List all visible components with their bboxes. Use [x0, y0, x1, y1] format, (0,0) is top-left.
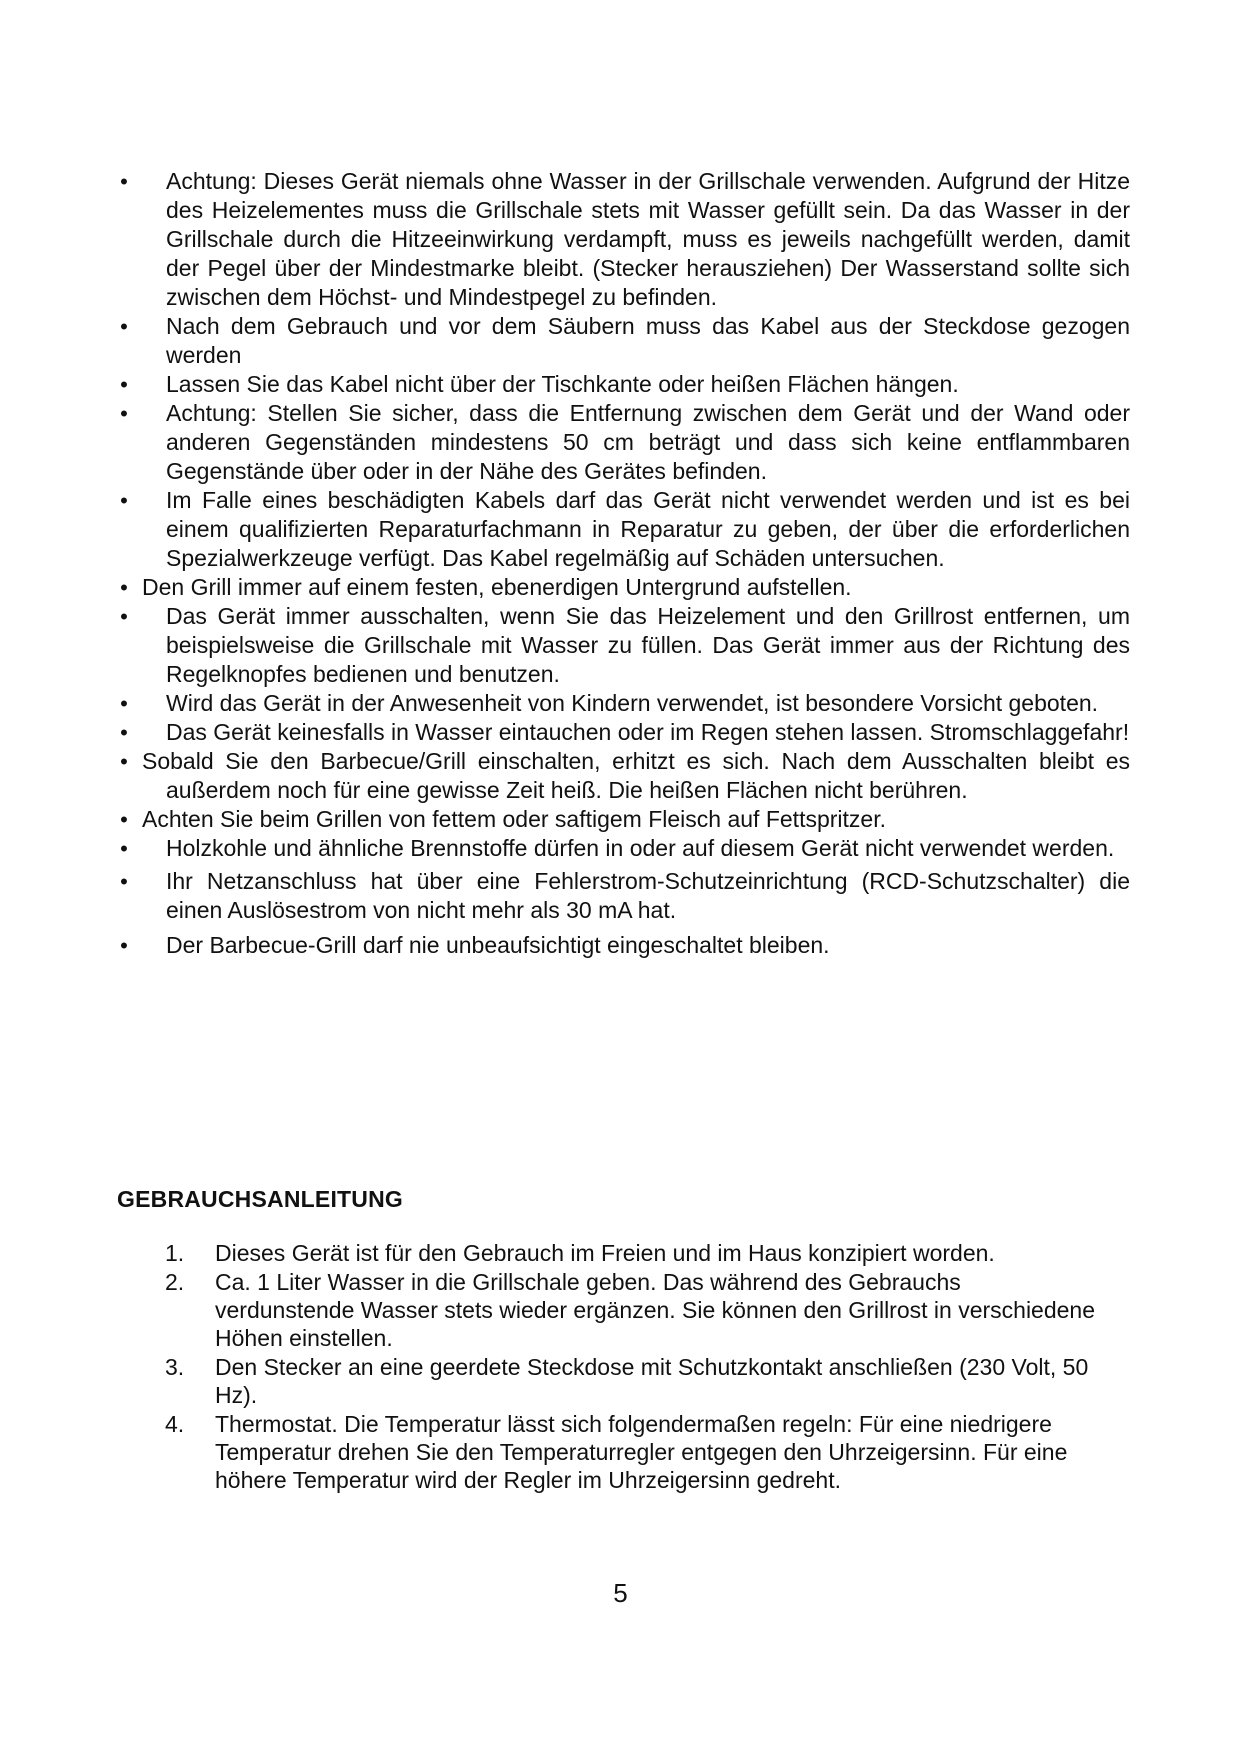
bullet-text: Holzkohle und ähnliche Brennstoffe dürfen in oder auf diesem Gerät nicht verwendet werden.: [166, 835, 1115, 861]
safety-bullet-list: [118, 167, 1130, 960]
bullet-item: [118, 718, 1130, 747]
bullet-item: [118, 573, 1130, 602]
step-number: 1.: [165, 1240, 185, 1266]
step-item: [165, 1239, 1095, 1267]
step-text: Ca. 1 Liter Wasser in die Grillschale geben. Das während des Gebrauchs verdunstende Wasser stets wieder ergänzen. Sie können den Grillrost in verschiedene Höhen einstellen.: [215, 1269, 1096, 1351]
bullet-text: Den Grill immer auf einem festen, ebenerdigen Untergrund aufstellen.: [142, 574, 852, 600]
bullet-text: Das Gerät immer ausschalten, wenn Sie das Heizelement und den Grillrost entfernen, um beispielsweise die Grillschale mit Wasser zu füllen. Das Gerät immer aus der Richtung des Regelknopfes bedienen und benutzen.: [166, 603, 1130, 687]
bullet-dot: •: [120, 869, 128, 894]
bullet-item: [118, 486, 1130, 573]
bullet-dot: •: [120, 488, 128, 513]
bullet-text: Der Barbecue-Grill darf nie unbeaufsichtigt eingeschaltet bleiben.: [166, 932, 830, 958]
bullet-dot: •: [120, 749, 128, 774]
bullet-item: [118, 399, 1130, 486]
bullet-text: Lassen Sie das Kabel nicht über der Tischkante oder heißen Flächen hängen.: [166, 371, 959, 397]
bullet-text: Achtung: Dieses Gerät niemals ohne Wasser in der Grillschale verwenden. Aufgrund der Hitze des Heizelementes muss die Grillschale stets mit Wasser gefüllt sein. Da das Wasser in der Grillschale durch die Hitzeeinwirkung verdampft, muss es jeweils nachgefüllt werden, damit der Pegel über der Mindestmarke bleibt. (Stecker herausziehen) Der Wasserstand sollte sich zwischen dem Höchst- und Mindestpegel zu befinden.: [166, 168, 1130, 310]
page-number: 5: [613, 1578, 628, 1608]
section-heading: GEBRAUCHSANLEITUNG: [117, 1186, 403, 1212]
bullet-text: Wird das Gerät in der Anwesenheit von Kindern verwendet, ist besondere Vorsicht geboten.: [166, 690, 1099, 716]
bullet-dot: •: [120, 169, 128, 194]
step-item: [165, 1353, 1095, 1409]
bullet-item: [118, 834, 1130, 863]
bullet-text: Im Falle eines beschädigten Kabels darf das Gerät nicht verwendet werden und ist es bei einem qualifizierten Reparaturfachmann in Reparatur zu geben, der über die erforderlichen Spezialwerkzeuge verfügt. Das Kabel regelmäßig auf Schäden untersuchen.: [166, 487, 1130, 571]
bullet-text: Achtung: Stellen Sie sicher, dass die Entfernung zwischen dem Gerät und der Wand oder anderen Gegenständen mindestens 50 cm beträgt und dass sich keine entflammbaren Gegenstände über oder in der Nähe des Gerätes befinden.: [166, 400, 1130, 484]
bullet-item: [118, 167, 1130, 312]
step-item: [165, 1410, 1095, 1494]
bullet-text: Nach dem Gebrauch und vor dem Säubern muss das Kabel aus der Steckdose gezogen werden: [166, 313, 1130, 368]
step-item: [165, 1268, 1095, 1352]
bullet-dot: •: [120, 604, 128, 629]
bullet-text: Sobald Sie den Barbecue/Grill einschalten, erhitzt es sich. Nach dem Ausschalten bleibt es außerdem noch für eine gewisse Zeit heiß. Die heißen Flächen nicht berühren.: [142, 748, 1130, 803]
bullet-dot: •: [120, 401, 128, 426]
bullet-item: [118, 602, 1130, 689]
bullet-dot: •: [120, 836, 128, 861]
step-number: 2.: [165, 1269, 185, 1295]
bullet-dot: •: [120, 372, 128, 397]
bullet-item: [118, 931, 1130, 960]
bullet-item: [118, 867, 1130, 925]
step-number: 4.: [165, 1411, 185, 1437]
step-number: 3.: [165, 1354, 185, 1380]
bullet-text: Das Gerät keinesfalls in Wasser eintauchen oder im Regen stehen lassen. Stromschlaggefahr!: [166, 719, 1130, 745]
step-text: Dieses Gerät ist für den Gebrauch im Freien und im Haus konzipiert worden.: [215, 1240, 995, 1266]
instruction-steps: [165, 1239, 1095, 1495]
step-text: Den Stecker an eine geerdete Steckdose mit Schutzkontakt anschließen (230 Volt, 50 Hz).: [215, 1354, 1089, 1408]
bullet-dot: •: [120, 314, 128, 339]
step-text: Thermostat. Die Temperatur lässt sich folgendermaßen regeln: Für eine niedrigere Temperatur drehen Sie den Temperaturregler entgegen den Uhrzeigersinn. Für eine höhere Temperatur wird der Regler im Uhrzeigersinn gedreht.: [215, 1411, 1068, 1493]
bullet-dot: •: [120, 691, 128, 716]
bullet-item: [118, 805, 1130, 834]
bullet-item: [118, 689, 1130, 718]
bullet-dot: •: [120, 720, 128, 745]
bullet-text: Ihr Netzanschluss hat über eine Fehlerstrom-Schutzeinrichtung (RCD-Schutzschalter) die einen Auslösestrom von nicht mehr als 30 mA hat.: [166, 868, 1130, 923]
bullet-dot: •: [120, 933, 128, 958]
bullet-dot: •: [120, 575, 128, 600]
bullet-item: [118, 312, 1130, 370]
bullet-dot: •: [120, 807, 128, 832]
bullet-item: [118, 747, 1130, 805]
bullet-text: Achten Sie beim Grillen von fettem oder saftigem Fleisch auf Fettspritzer.: [142, 806, 886, 832]
bullet-item: [118, 370, 1130, 399]
